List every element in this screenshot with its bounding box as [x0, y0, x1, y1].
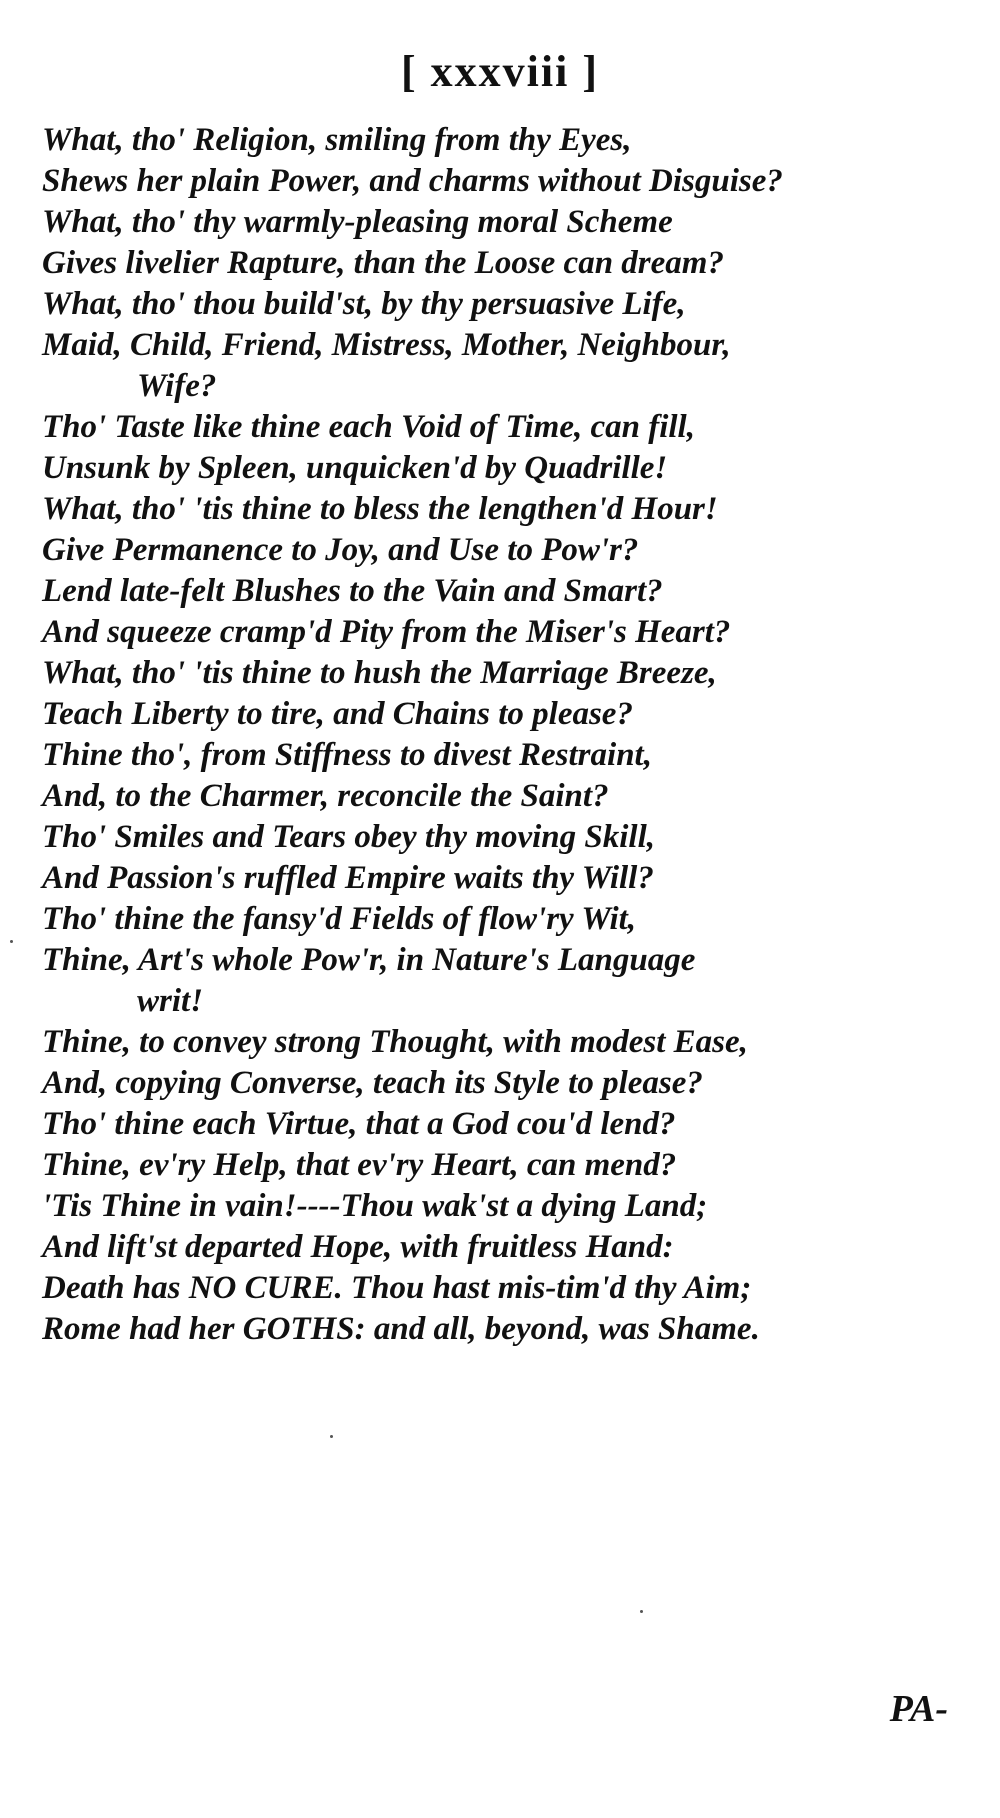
poem-line: Shews her plain Power, and charms without Disguise?	[42, 163, 783, 199]
poem-text	[42, 120, 962, 1350]
catchword: PA-	[889, 1688, 948, 1730]
print-speck	[640, 1610, 643, 1613]
poem-line: Thine, to convey strong Thought, with modest Ease,	[42, 1024, 748, 1060]
page-number-header: [ xxxviii ]	[401, 47, 599, 96]
poem-line: And squeeze cramp'd Pity from the Miser's Heart?	[42, 614, 731, 650]
poem-line: Teach Liberty to tire, and Chains to please?	[42, 696, 633, 732]
poem-line: Lend late-felt Blushes to the Vain and Smart?	[42, 573, 663, 609]
poem-line: And lift'st departed Hope, with fruitless Hand:	[42, 1229, 674, 1265]
poem-line: Thine tho', from Stiffness to divest Restraint,	[42, 737, 652, 773]
poem-line: What, tho' 'tis thine to bless the lengthen'd Hour!	[42, 491, 718, 527]
print-speck	[330, 1435, 333, 1438]
poem-line: Maid, Child, Friend, Mistress, Mother, Neighbour,	[42, 327, 731, 363]
poem-line: What, tho' thy warmly-pleasing moral Scheme	[42, 204, 673, 240]
poem-line: Tho' thine the fansy'd Fields of flow'ry Wit,	[42, 901, 637, 937]
poem-line: What, tho' 'tis thine to hush the Marriage Breeze,	[42, 655, 717, 691]
poem-line: Death has NO CURE. Thou hast mis-tim'd thy Aim;	[42, 1270, 752, 1306]
poem-line: Thine, Art's whole Pow'r, in Nature's Language	[42, 942, 696, 978]
print-speck	[10, 940, 13, 943]
poem-line: Tho' Taste like thine each Void of Time, can fill,	[42, 409, 695, 445]
poem-line: Tho' thine each Virtue, that a God cou'd lend?	[42, 1106, 676, 1142]
poem-line: 'Tis Thine in vain!----Thou wak'st a dying Land;	[42, 1188, 708, 1224]
poem-line: What, tho' Religion, smiling from thy Eyes,	[42, 122, 632, 158]
poem-line-continuation: writ!	[137, 983, 204, 1019]
poem-line: What, tho' thou build'st, by thy persuasive Life,	[42, 286, 686, 322]
poem-line-continuation: Wife?	[137, 368, 217, 404]
poem-line: Gives livelier Rapture, than the Loose can dream?	[42, 245, 724, 281]
poem-line: Thine, ev'ry Help, that ev'ry Heart, can mend?	[42, 1147, 677, 1183]
poem-line: And Passion's ruffled Empire waits thy Will?	[42, 860, 654, 896]
poem-line: And, to the Charmer, reconcile the Saint?	[42, 778, 609, 814]
poem-line: Unsunk by Spleen, unquicken'd by Quadrille!	[42, 450, 668, 486]
poem-line: Give Permanence to Joy, and Use to Pow'r?	[42, 532, 639, 568]
poem-line: Rome had her GOTHS: and all, beyond, was Shame.	[42, 1311, 760, 1347]
poem-line: And, copying Converse, teach its Style to please?	[42, 1065, 703, 1101]
poem-line: Tho' Smiles and Tears obey thy moving Skill,	[42, 819, 655, 855]
